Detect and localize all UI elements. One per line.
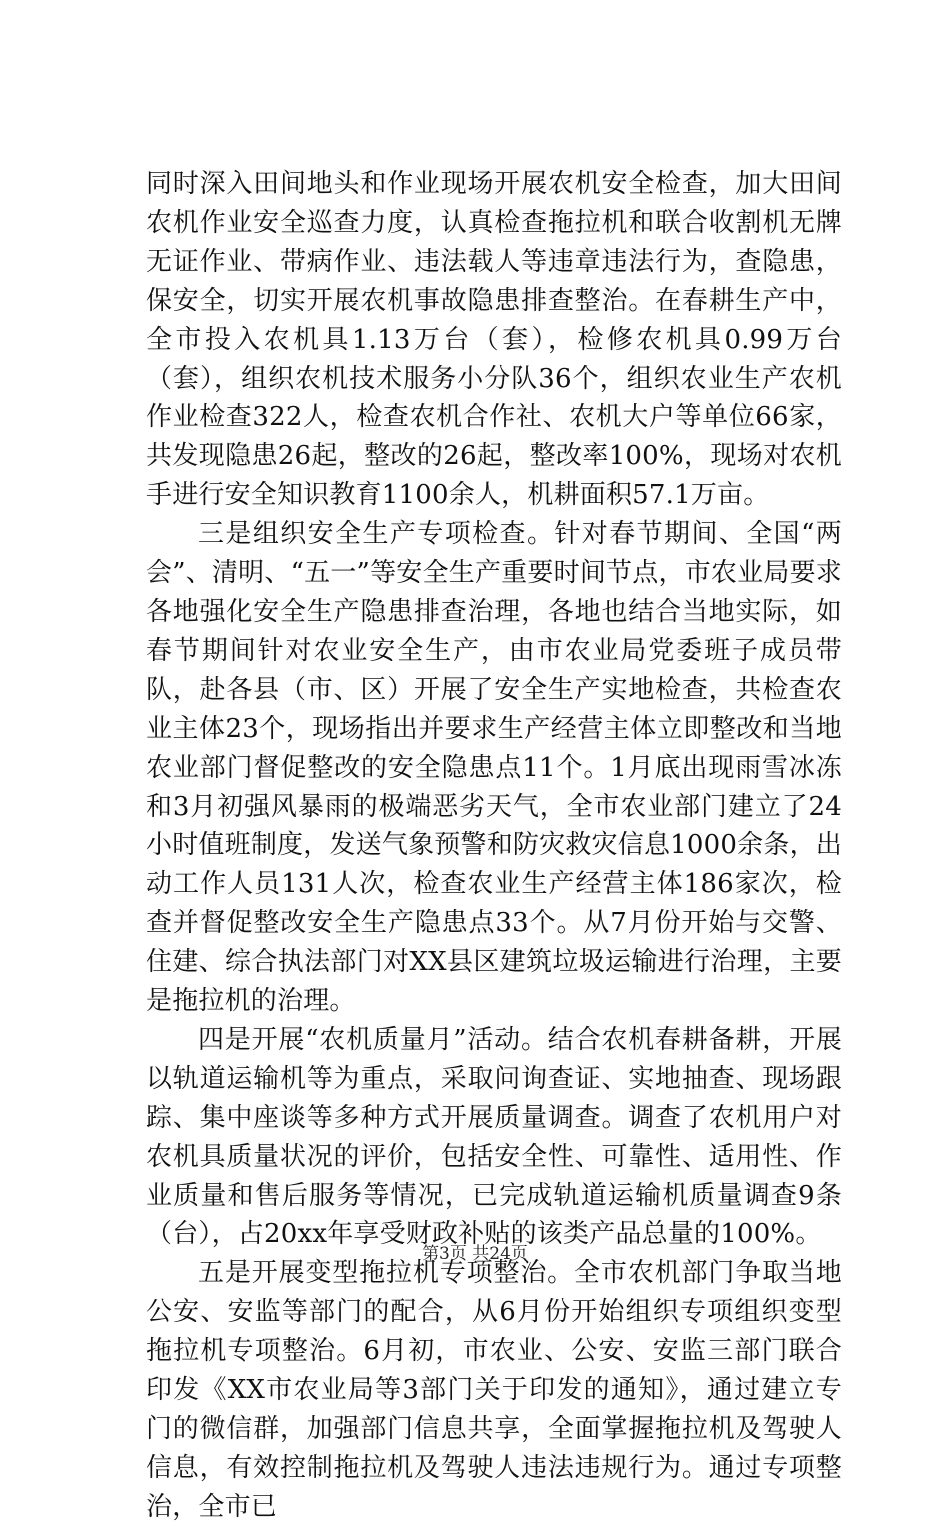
paragraph-1: 同时深入田间地头和作业现场开展农机安全检查，加大田间农机作业安全巡查力度，认真检查拖拉机和联合收割机无牌无证作业、带病作业、违法载人等违章违法行为，查隐患，保安全，切实开展农机事故隐患排查整治。在春耕生产中，全市投入农机具1.13万台（套），检修农机具0.99万台（套），组织农机技术服务小分队36个，组织农业生产农机作业检查322人，检查农机合作社、农机大户等单位66家，共发现隐患26起，整改的26起，整改率100%，现场对农机手进行安全知识教育1100余人，机耕面积57.1万亩。 — [146, 169, 842, 511]
document-body — [146, 165, 842, 1527]
paragraph-3: 四是开展“农机质量月”活动。结合农机春耕备耕，开展以轨道运输机等为重点，采取问询查证、实地抽查、现场跟踪、集中座谈等多种方式开展质量调查。调查了农机用户对农机具质量状况的评价，包括安全性、可靠性、适用性、作业质量和售后服务等情况，已完成轨道运输机质量调查9条（台），占20xx年享受财政补贴的该类产品总量的100%。 — [146, 1024, 842, 1250]
paragraph-2: 三是组织安全生产专项检查。针对春节期间、全国“两会”、清明、“五一”等安全生产重要时间节点，市农业局要求各地强化安全生产隐患排查治理，各地也结合当地实际，如春节期间针对农业安全生产，由市农业局党委班子成员带队，赴各县（市、区）开展了安全生产实地检查，共检查农业主体23个，现场指出并要求生产经营主体立即整改和当地农业部门督促整改的安全隐患点11个。1月底出现雨雪冰冻和3月初强风暴雨的极端恶劣天气，全市农业部门建立了24小时值班制度，发送气象预警和防灾救灾信息1000余条，出动工作人员131人次，检查农业生产经营主体186家次，检查并督促整改安全生产隐患点33个。从7月份开始与交警、住建、综合执法部门对XX县区建筑垃圾运输进行治理，主要是拖拉机的治理。 — [146, 519, 842, 1017]
page-number-footer: 第3页 共24页 — [422, 1244, 528, 1264]
paragraph-4: 五是开展变型拖拉机专项整治。全市农机部门争取当地公安、安监等部门的配合，从6月份开始组织专项组织变型拖拉机专项整治。6月初，市农业、公安、安监三部门联合印发《XX市农业局等3部门关于印发的通知》，通过建立专门的微信群，加强部门信息共享，全面掌握拖拉机及驾驶人信息，有效控制拖拉机及驾驶人违法违规行为。通过专项整治，全市已 — [146, 1258, 842, 1522]
